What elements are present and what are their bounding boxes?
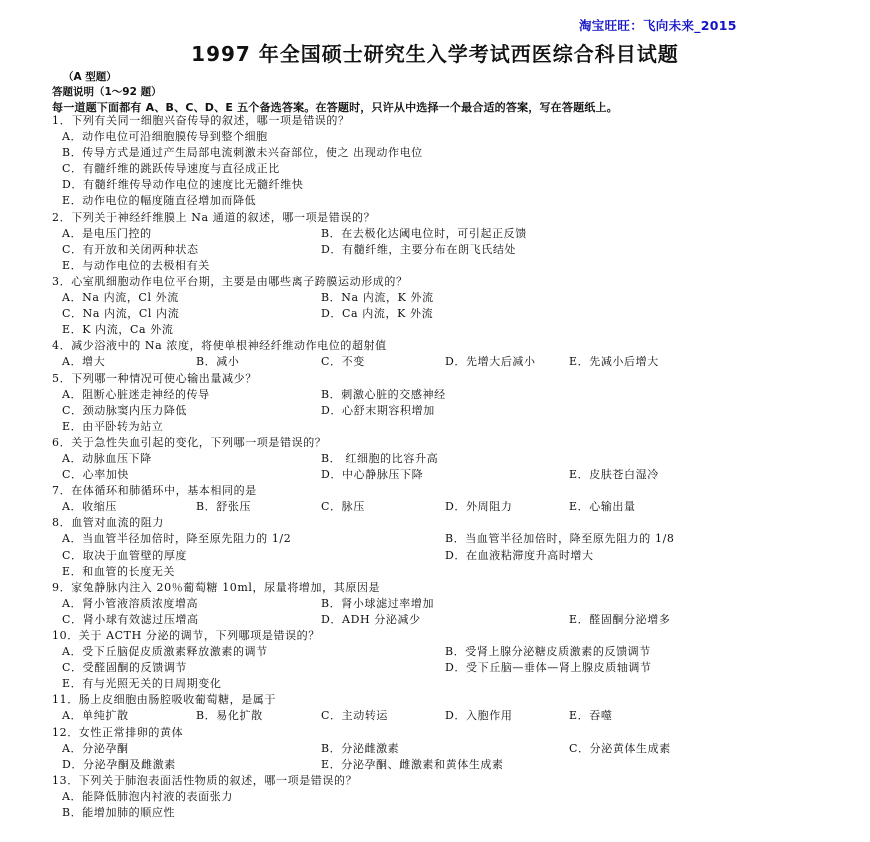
question-stem: 13．下列关于肺泡表面活性物质的叙述，哪一项是错误的？ — [52, 773, 358, 787]
answer-option: E．动作电位的幅度随直径增加而降低 — [62, 194, 257, 208]
option-row — [52, 177, 852, 193]
option-row — [52, 322, 852, 338]
question — [52, 338, 852, 370]
answer-option: B．舒张压 — [196, 500, 252, 514]
question-stem: 6．关于急性失血引起的变化，下列哪一项是错误的？ — [52, 435, 327, 449]
question-stem: 9．家兔静脉内注入 20％葡萄糖 10ml，尿量将增加，其原因是 — [52, 580, 381, 594]
answer-option: E．吞噬 — [569, 709, 613, 723]
question — [52, 113, 852, 210]
section-type: （A 型题） — [63, 71, 117, 83]
answer-option: B．当血管半径加倍时，降至原先阻力的 1/8 — [445, 532, 675, 546]
answer-option: B．刺激心脏的交感神经 — [321, 387, 446, 401]
option-row — [52, 193, 852, 209]
option-row — [52, 290, 852, 306]
answer-option: C．Na 内流，Cl 内流 — [62, 307, 180, 321]
answer-option: A．肾小管液溶质浓度增高 — [62, 596, 199, 610]
option-row — [52, 242, 852, 258]
option-row — [52, 467, 852, 483]
answer-option: A．受下丘脑促皮质激素释放激素的调节 — [62, 645, 268, 659]
answer-option: E．与动作电位的去极相有关 — [62, 258, 210, 272]
question-stem: 2．下列关于神经纤维膜上 Na 通道的叙述，哪一项是错误的？ — [52, 210, 376, 224]
answer-option: D．入胞作用 — [445, 709, 513, 723]
question — [52, 580, 852, 628]
question-stem: 3．心室肌细胞动作电位平台期，主要是由哪些离子跨膜运动形成的？ — [52, 274, 408, 288]
answer-option: A．Na 内流，Cl 外流 — [62, 291, 179, 305]
question — [52, 692, 852, 724]
answer-option: E．K 内流，Ca 外流 — [62, 323, 174, 337]
option-row — [52, 226, 852, 242]
question — [52, 435, 852, 483]
option-row — [52, 548, 852, 564]
option-row — [52, 564, 852, 580]
question-stem: 11．肠上皮细胞由肠腔吸收葡萄糖，是属于 — [52, 693, 276, 707]
option-row — [52, 129, 852, 145]
answer-option: C．有开放和关闭两种状态 — [62, 242, 199, 256]
question-stem: 7．在体循环和肺循环中，基本相同的是 — [52, 484, 257, 498]
question — [52, 725, 852, 773]
question — [52, 628, 852, 692]
answer-option: C．心率加快 — [62, 468, 130, 482]
option-row — [52, 789, 852, 805]
option-row — [52, 499, 852, 515]
answer-option: D．在血液粘滞度升高时增大 — [445, 548, 594, 562]
answer-option: C．取决于血管壁的厚度 — [62, 548, 188, 562]
answer-option: B． 红细胞的比容升高 — [321, 451, 439, 465]
answer-option: D．先增大后减小 — [445, 355, 536, 369]
answer-option: D．ADH 分泌减少 — [321, 612, 421, 626]
option-row — [52, 741, 852, 757]
answer-option: B．受肾上腺分泌糖皮质激素的反馈调节 — [445, 645, 651, 659]
answer-option: D．心舒末期容积增加 — [321, 403, 435, 417]
answer-option: A．当血管半径加倍时，降至原先阻力的 1/2 — [62, 532, 292, 546]
answer-option: E．有与光照无关的日周期变化 — [62, 677, 222, 691]
question — [52, 274, 852, 338]
answer-option: E．和血管的长度无关 — [62, 564, 176, 578]
option-row — [52, 451, 852, 467]
option-row — [52, 708, 852, 724]
answer-option: E．醛固酮分泌增多 — [569, 612, 671, 626]
answer-option: E．由平卧转为站立 — [62, 419, 164, 433]
option-row — [52, 757, 852, 773]
answer-option: D．分泌孕酮及雌激素 — [62, 757, 176, 771]
question-stem: 5．下列哪一种情况可使心输出量减少？ — [52, 371, 257, 385]
answer-option: A．是电压门控的 — [62, 226, 152, 240]
page-title: 1997 年全国硕士研究生入学考试西医综合科目试题 — [191, 42, 679, 66]
option-row — [52, 805, 852, 821]
answer-option: A．阻断心脏迷走神经的传导 — [62, 387, 210, 401]
question-stem: 10．关于 ACTH 分泌的调节，下列哪项是错误的？ — [52, 629, 320, 642]
answer-option: C．脉压 — [321, 500, 365, 514]
answer-option: D．有髓纤维传导动作电位的速度比无髓纤维快 — [62, 178, 304, 192]
answer-option: D．受下丘脑—垂体—肾上腺皮质轴调节 — [445, 661, 652, 675]
option-row — [52, 676, 852, 692]
answer-option: A．单纯扩散 — [62, 709, 129, 723]
question-list — [52, 113, 852, 821]
question-stem: 4．减少浴液中的 Na 浓度，将使单根神经纤维动作电位的超射值 — [52, 339, 387, 353]
option-row — [52, 596, 852, 612]
answer-option: B．肾小球滤过率增加 — [321, 596, 435, 610]
section-intro: 答题说明（1～92 题） — [52, 86, 162, 98]
option-row — [52, 612, 852, 628]
answer-option: D．外周阻力 — [445, 500, 513, 514]
answer-option: C．颈动脉窦内压力降低 — [62, 403, 188, 417]
option-row — [52, 161, 852, 177]
watermark: 淘宝旺旺：飞向未来_2015 — [579, 18, 737, 33]
question — [52, 371, 852, 435]
question — [52, 515, 852, 579]
option-row — [52, 354, 852, 370]
answer-option: B．在去极化达阈电位时，可引起正反馈 — [321, 226, 527, 240]
answer-option: C．肾小球有效滤过压增高 — [62, 612, 199, 626]
answer-option: B．易化扩散 — [196, 709, 263, 723]
question — [52, 773, 852, 821]
answer-option: E．心输出量 — [569, 500, 636, 514]
option-row — [52, 531, 852, 547]
answer-option: E．先减小后增大 — [569, 355, 659, 369]
answer-option: E．皮肤苍白湿冷 — [569, 468, 659, 482]
answer-option: B．分泌雌激素 — [321, 741, 400, 755]
option-row — [52, 419, 852, 435]
answer-option: B．能增加肺的顺应性 — [62, 806, 176, 820]
option-row — [52, 644, 852, 660]
question-stem: 8．血管对血流的阻力 — [52, 516, 164, 530]
answer-option: A．收缩压 — [62, 500, 117, 514]
answer-option: D．Ca 内流，K 外流 — [321, 307, 434, 321]
question-stem: 12．女性正常排卵的黄体 — [52, 725, 184, 739]
answer-option: A．增大 — [62, 355, 106, 369]
question — [52, 483, 852, 515]
answer-option: B．减小 — [196, 355, 240, 369]
answer-instructions: 每一道题下面都有 A、B、C、D、E 五个备选答案。在答题时，只许从中选择一个最合适的答案，写在答题纸上。 — [52, 101, 618, 114]
question-stem: 1．下列有关同一细胞兴奋传导的叙述，哪一项是错误的？ — [52, 114, 350, 127]
option-row — [52, 145, 852, 161]
answer-option: C．分泌黄体生成素 — [569, 741, 671, 755]
answer-option: A．能降低肺泡内衬液的表面张力 — [62, 789, 233, 803]
answer-option: B．传导方式是通过产生局部电流刺激未兴奋部位，使之 出现动作电位 — [62, 146, 423, 160]
answer-option: B．Na 内流，K 外流 — [321, 291, 434, 305]
option-row — [52, 258, 852, 274]
answer-option: E．分泌孕酮、雌激素和黄体生成素 — [321, 757, 504, 771]
answer-option: C．受醛固酮的反馈调节 — [62, 661, 188, 675]
answer-option: A．动脉血压下降 — [62, 451, 152, 465]
option-row — [52, 387, 852, 403]
answer-option: A．动作电位可沿细胞膜传导到整个细胞 — [62, 130, 268, 144]
answer-option: D．有髓纤维，主要分布在朗飞氏结处 — [321, 242, 517, 256]
question — [52, 210, 852, 274]
answer-option: A．分泌孕酮 — [62, 741, 129, 755]
answer-option: C．主动转运 — [321, 709, 389, 723]
answer-option: C．有髓纤维的跳跃传导速度与直径成正比 — [62, 162, 280, 176]
answer-option: D．中心静脉压下降 — [321, 468, 424, 482]
answer-option: C．不变 — [321, 355, 365, 369]
option-row — [52, 403, 852, 419]
option-row — [52, 306, 852, 322]
option-row — [52, 660, 852, 676]
